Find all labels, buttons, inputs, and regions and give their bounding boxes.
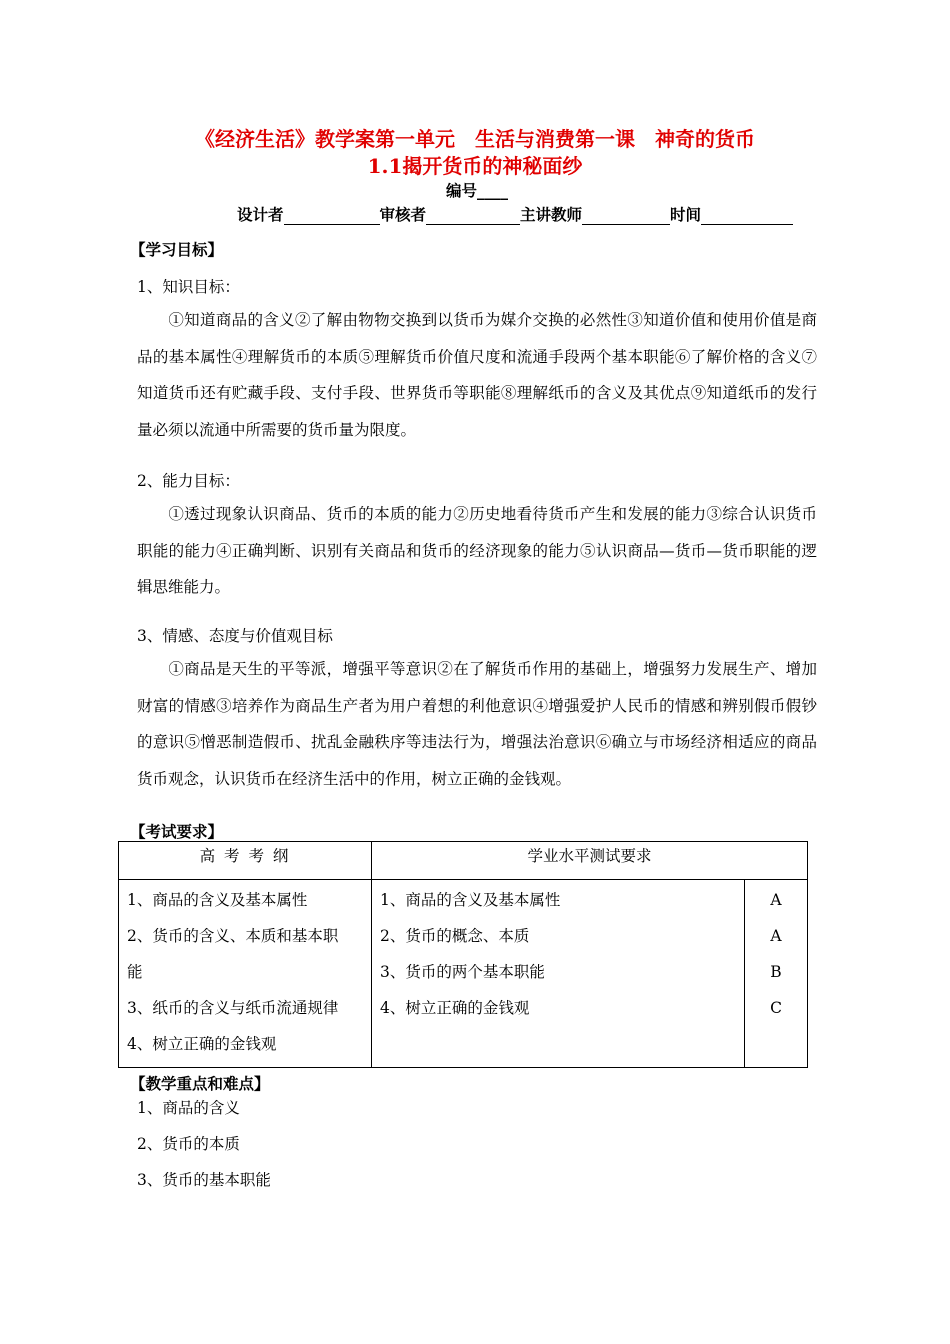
time-blank[interactable] <box>701 208 793 225</box>
exam-col1-item: 1、商品的含义及基本属性 <box>127 891 308 909</box>
emotion-label: 3、情感、态度与价值观目标 <box>137 627 333 645</box>
number-label: 编号____ <box>446 181 509 200</box>
signature-row <box>237 203 793 225</box>
exam-level: B <box>770 963 782 981</box>
document-subtitle: 1.1揭开货币的神秘面纱 <box>367 154 583 178</box>
goals-heading: 【学习目标】 <box>130 240 224 259</box>
exam-level: A <box>770 891 782 909</box>
designer-blank[interactable] <box>284 208 380 225</box>
document-title: 《经济生活》教学案第一单元 生活与消费第一课 神奇的货币 <box>195 127 755 151</box>
exam-level-cell <box>745 880 808 1068</box>
teacher-blank[interactable] <box>582 208 670 225</box>
exam-col1-item: 2、货币的含义、本质和基本职 <box>127 927 339 945</box>
knowledge-label: 1、知识目标： <box>137 278 240 296</box>
exam-col2-header: 学业水平测试要求 <box>372 842 808 880</box>
knowledge-text: ①知道商品的含义②了解由物物交换到以货币为媒介交换的必然性③知道价值和使用价值是商品的基本属性④理解货币的本质⑤理解货币价值尺度和流通手段两个基本职能⑥了解价格的含义⑦知道货币还有贮藏手段、支付手段、世界货币等职能⑧理解纸币的含义及其优点⑨知道纸币的发行量必须以流通中所需要的货币量为限度。 <box>137 311 817 439</box>
exam-col1-item: 4、树立正确的金钱观 <box>127 1035 277 1053</box>
exam-col1-item: 3、纸币的含义与纸币流通规律 <box>127 999 339 1017</box>
exam-level: A <box>770 927 782 945</box>
exam-col1-cell <box>119 880 372 1068</box>
keypoint-item: 1、商品的含义 <box>137 1099 240 1117</box>
time-label: 时间 <box>670 205 702 224</box>
exam-col2-item: 1、商品的含义及基本属性 <box>380 891 561 909</box>
exam-col1-item: 能 <box>127 963 143 981</box>
exam-heading: 【考试要求】 <box>130 822 224 841</box>
ability-text: ①透过现象认识商品、货币的本质的能力②历史地看待货币产生和发展的能力③综合认识货币职能的能力④正确判断、识别有关商品和货币的经济现象的能力⑤认识商品—货币—货币职能的逻辑思维能力。 <box>137 505 817 597</box>
exam-col2-item: 4、树立正确的金钱观 <box>380 999 530 1017</box>
teacher-label: 主讲教师 <box>520 205 583 224</box>
reviewer-label: 审核者 <box>379 205 427 224</box>
exam-col1-header: 高 考 考 纲 <box>119 842 372 880</box>
designer-label: 设计者 <box>237 205 284 224</box>
keypoints-heading: 【教学重点和难点】 <box>130 1074 270 1093</box>
ability-label: 2、能力目标： <box>137 472 240 490</box>
keypoint-item: 3、货币的基本职能 <box>137 1171 271 1189</box>
exam-col2-item: 2、货币的概念、本质 <box>380 927 530 945</box>
keypoint-item: 2、货币的本质 <box>137 1135 240 1153</box>
reviewer-blank[interactable] <box>426 208 520 225</box>
emotion-text: ①商品是天生的平等派，增强平等意识②在了解货币作用的基础上，增强努力发展生产、增加财富的情感③培养作为商品生产者为用户着想的利他意识④增强爱护人民币的情感和辨别假币假钞的意识⑤憎恶制造假币、扰乱金融秩序等违法行为，增强法治意识⑥确立与市场经济相适应的商品货币观念，认识货币在经济生活中的作用，树立正确的金钱观。 <box>137 660 817 788</box>
exam-table <box>118 841 808 1068</box>
exam-level: C <box>770 999 782 1017</box>
exam-col2-item: 3、货币的两个基本职能 <box>380 963 545 981</box>
exam-col2-cell <box>372 880 745 1068</box>
